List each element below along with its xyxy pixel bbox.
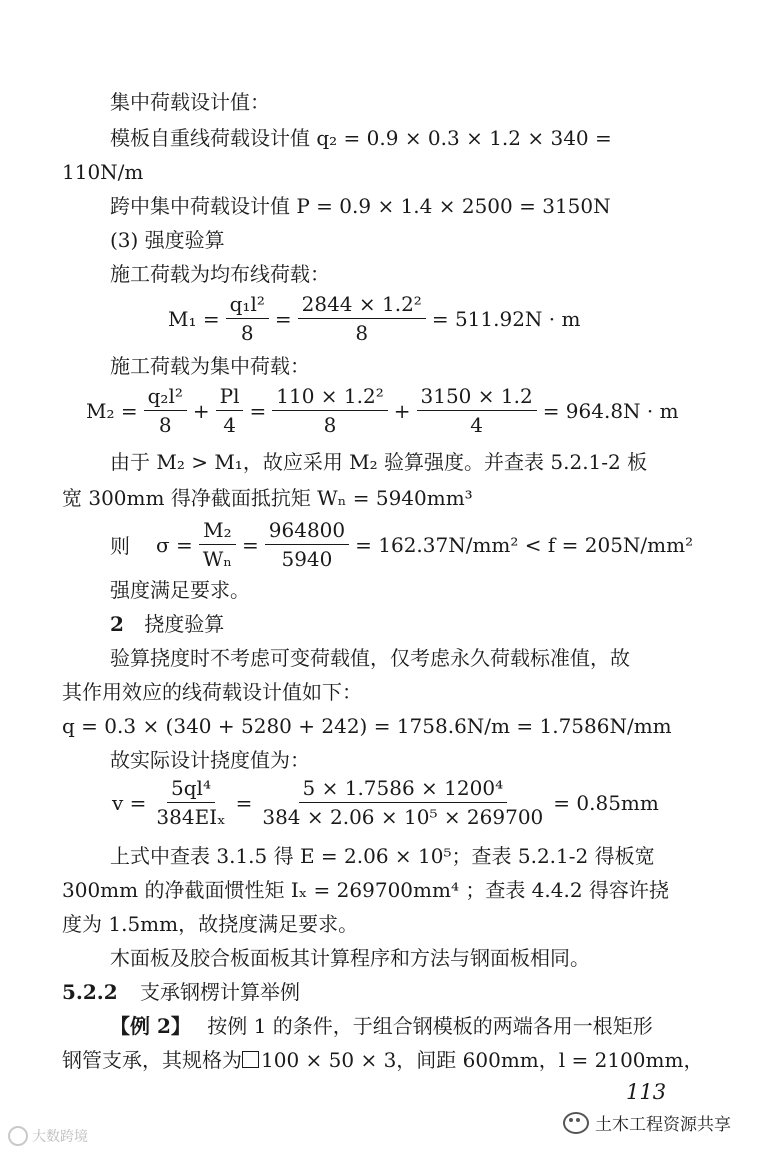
text-line: 跨中集中荷载设计值 P = 0.9 × 1.4 × 2500 = 3150N (110, 194, 611, 218)
subsection-heading (62, 978, 300, 1006)
text-line (110, 1012, 653, 1040)
eq2-den3: 8 (323, 413, 337, 437)
eq4-rhs: = 0.85mm (553, 790, 659, 815)
eq2-plus2: + (393, 398, 411, 423)
eq2-frac3 (272, 384, 387, 437)
text-line: 验算挠度时不考虑可变荷载值，仅考虑永久荷载标准值，故 (110, 646, 630, 670)
eq4-frac2 (258, 776, 547, 829)
eq4-frac1 (152, 776, 229, 829)
eq2-den2: 4 (223, 413, 236, 437)
text-line: 度为 1.5mm，故挠度满足要求。 (62, 912, 359, 936)
watermark-left-text: 大数跨境 (32, 1129, 88, 1145)
square-icon (242, 1051, 259, 1068)
example-text: 按例 1 的条件，于组合钢模板的两端各用一根矩形 (207, 1014, 653, 1038)
eq4-lhs: v = (112, 790, 147, 815)
eq2-num1: q₂l² (144, 384, 187, 411)
section-number: 2 (110, 612, 124, 636)
section-title: 挠度验算 (144, 612, 225, 636)
text-line: 上式中查表 3.1.5 得 E = 2.06 × 10⁵；查表 5.2.1-2 得板宽 (110, 844, 655, 868)
logo-icon (8, 1126, 28, 1146)
text-line: 强度满足要求。 (110, 578, 250, 602)
text-suffix: 100 × 50 × 3，间距 600mm，l = 2100mm， (261, 1048, 704, 1072)
text-prefix: 钢管支承，其规格为 (62, 1048, 242, 1072)
eq2-frac2 (216, 384, 244, 437)
example-label: 【例 2】 (110, 1014, 191, 1038)
equation-deflection: v = $\frac{\text{5ql⁴}}{\text{384EIₓ}}$ = $\frac{\text{5 × 1.7586 × 1200⁴}}{\text{384 × 2.06 × 10⁵ × 269700}}$ = 0.85mm (112, 776, 659, 829)
text-line: 施工荷载为集中荷载： (110, 354, 310, 378)
eq3-frac1 (199, 518, 236, 571)
eq2-frac1 (144, 384, 187, 437)
eq4-num1: 5ql⁴ (167, 776, 215, 803)
eq2-num4: 3150 × 1.2 (417, 384, 537, 411)
eq3-den1: Wₙ (202, 547, 232, 571)
eq1-frac2 (298, 292, 426, 345)
eq1-frac1 (226, 292, 269, 345)
page-number: 113 (626, 1080, 667, 1104)
text-line: 110N/m (62, 160, 144, 184)
eq4-num2: 5 × 1.7586 × 1200⁴ (299, 776, 508, 803)
section-heading: (3) 强度验算 (110, 228, 225, 252)
eq2-lhs: M₂ = (86, 398, 138, 423)
text-line: 300mm 的净截面惯性矩 Iₓ = 269700mm⁴ ；查表 4.4.2 得容许挠 (62, 878, 669, 902)
eq4-den2: 384 × 2.06 × 10⁵ × 269700 (262, 805, 544, 829)
section-heading (110, 610, 224, 638)
eq3-den2: 5940 (281, 547, 333, 571)
eq3-num2: 964800 (265, 518, 349, 545)
equation-sigma: 则 σ = $\frac{\text{M₂}}{\text{Wₙ}}$ = $\frac{964800}{5940}$ = 162.37N/mm² < f = 205N/mm² (110, 518, 694, 571)
eq2-rhs: = 964.8N · m (542, 398, 679, 423)
eq2-num2: Pl (216, 384, 244, 411)
eq1-den1: 8 (240, 321, 254, 345)
eq3-num1: M₂ (199, 518, 236, 545)
text-line: 施工荷载为均布线荷载： (110, 262, 330, 286)
eq2-den4: 4 (470, 413, 483, 437)
eq4-den1: 384EIₓ (156, 805, 226, 829)
text-line: 宽 300mm 得净截面抵抗矩 Wₙ = 5940mm³ (62, 486, 473, 510)
eq2-den1: 8 (158, 413, 172, 437)
eq1-num1: q₁l² (226, 292, 269, 319)
text-line: 集中荷载设计值： (110, 90, 270, 114)
eq1-num2: 2844 × 1.2² (298, 292, 426, 319)
watermark-right-text: 土木工程资源共享 (595, 1115, 731, 1135)
text-line (62, 1046, 703, 1074)
text-line: 木面板及胶合板面板其计算程序和方法与钢面板相同。 (110, 946, 590, 970)
eq2-num3: 110 × 1.2² (272, 384, 387, 411)
subsection-title: 支承钢楞计算举例 (140, 980, 301, 1004)
text-line: q = 0.3 × (340 + 5280 + 242) = 1758.6N/m = 1.7586N/mm (62, 714, 672, 738)
eq3-frac2 (265, 518, 349, 571)
watermark-left (8, 1126, 88, 1146)
eq3-rhs: = 162.37N/mm² < f = 205N/mm² (355, 532, 694, 557)
wechat-icon (563, 1112, 589, 1134)
text-line: 模板自重线荷载设计值 q₂ = 0.9 × 0.3 × 1.2 × 340 = (110, 126, 612, 150)
eq2-frac4 (417, 384, 537, 437)
subsection-number: 5.2.2 (62, 980, 118, 1004)
eq2-plus1: + (192, 398, 210, 423)
eq3-pre: 则 (110, 534, 130, 558)
eq1-den2: 8 (355, 321, 369, 345)
text-line: 由于 M₂ > M₁，故应采用 M₂ 验算强度。并查表 5.2.1-2 板 (110, 450, 648, 474)
text-line: 故实际设计挠度值为： (110, 748, 310, 772)
equation-m2 (86, 384, 679, 437)
equation-m1: M₁ = $\frac{\text{q₁l²}}{8}$ = $\frac{\text{2844 × 1.2²}}{8}$ = 511.92N · m (168, 292, 581, 345)
eq2-equals: = (249, 398, 267, 423)
text-line: 其作用效应的线荷载设计值如下： (62, 680, 362, 704)
eq1-rhs: = 511.92N · m (431, 306, 581, 331)
eq3-lhs: σ = (156, 532, 193, 557)
watermark-right (563, 1110, 731, 1135)
eq1-lhs: M₁ = (168, 306, 220, 331)
